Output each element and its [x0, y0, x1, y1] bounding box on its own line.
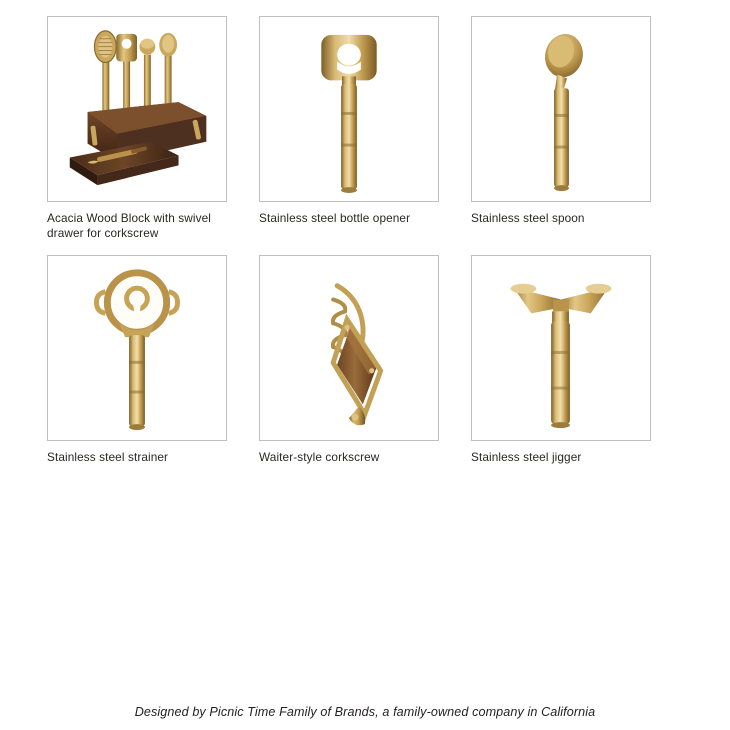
product-cell-spoon [471, 16, 683, 241]
product-image-grid [47, 16, 683, 479]
acacia-wood-block-with-tools-photo [48, 17, 226, 201]
product-caption: Acacia Wood Block with swivel drawer for corkscrew [47, 211, 211, 240]
product-image-frame [471, 16, 651, 202]
product-caption: Stainless steel jigger [471, 450, 582, 464]
waiter-style-corkscrew-photo [260, 256, 438, 440]
stainless-steel-bottle-opener-photo [260, 17, 438, 201]
stainless-steel-spoon-photo [472, 17, 650, 201]
stainless-steel-strainer-photo [48, 256, 226, 440]
product-caption: Stainless steel bottle opener [259, 211, 411, 225]
product-cell-jigger [471, 255, 683, 465]
product-image-frame [471, 255, 651, 441]
product-image-frame [47, 16, 227, 202]
product-cell-strainer [47, 255, 259, 465]
product-image-frame [259, 16, 439, 202]
footer-note: Designed by Picnic Time Family of Brands, a family-owned company in California [134, 705, 596, 719]
product-cell-acacia-wood-block [47, 16, 259, 241]
stainless-steel-jigger-photo [472, 256, 650, 440]
product-image-frame [47, 255, 227, 441]
product-image-frame [259, 255, 439, 441]
product-caption: Waiter-style corkscrew [259, 450, 380, 464]
product-caption: Stainless steel spoon [471, 211, 585, 225]
product-caption: Stainless steel strainer [47, 450, 169, 464]
product-cell-corkscrew [259, 255, 471, 465]
product-cell-bottle-opener [259, 16, 471, 241]
